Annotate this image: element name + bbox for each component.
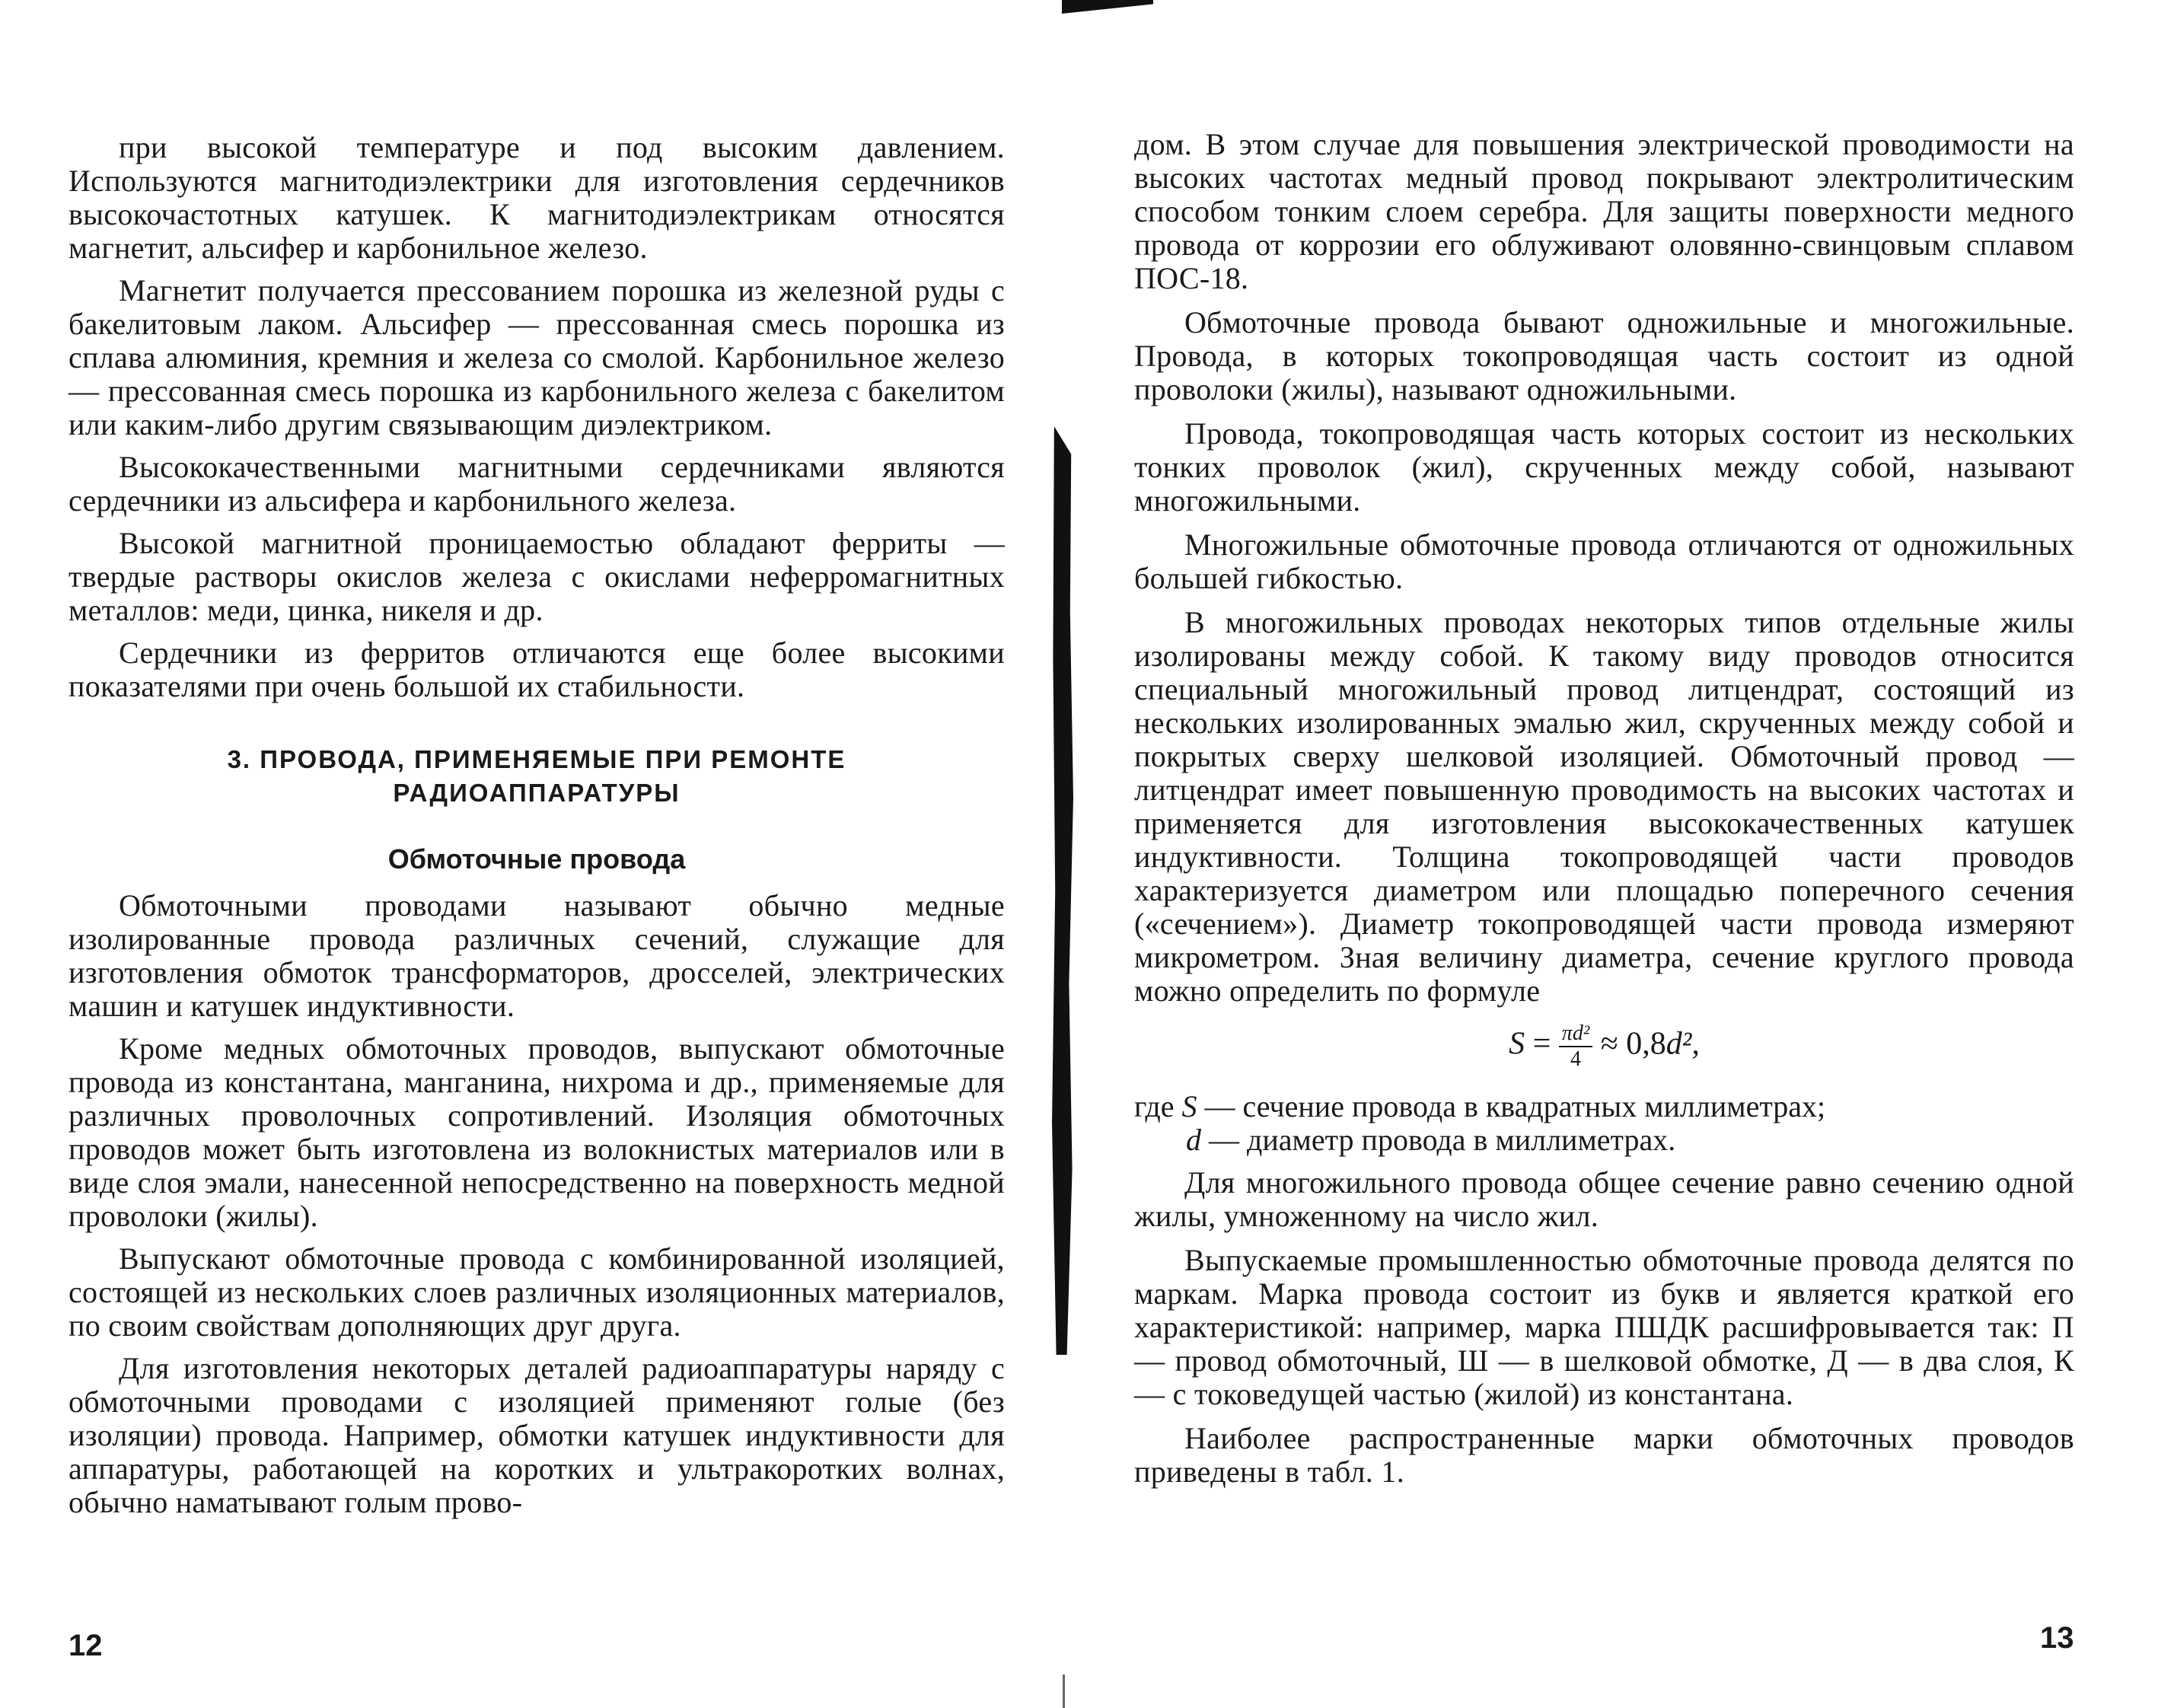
definition-text: — диаметр провода в миллиметрах. (1209, 1123, 1676, 1157)
left-paragraph: Высококачественными магнитными сердечниками являются сердечники из альсифера и карбонильного железа. (69, 450, 1005, 518)
definition-row (1134, 1123, 2074, 1157)
formula-denominator: 4 (1570, 1047, 1581, 1071)
right-paragraph: Обмоточные провода бывают одножильные и многожильные. Провода, в которых токопроводящая часть состоит из одной проволоки (жилы), называют одножильными. (1134, 305, 2074, 406)
right-paragraph: Провода, токопроводящая часть которых состоит из нескольких тонких проволок (жил), скрученных между собой, называют многожильными. (1134, 416, 2074, 518)
definition-text: — сечение провода в квадратных миллиметрах; (1204, 1089, 1826, 1123)
formula (1134, 1021, 2074, 1075)
right-paragraph: Для многожильного провода общее сечение равно сечению одной жилы, умноженному на число жил. (1134, 1165, 2074, 1233)
right-paragraph: дом. В этом случае для повышения электрической проводимости на высоких частотах медный провод покрывают электролитическим способом тонким слоем серебра. Для защиты поверхности медного провода от коррозии его облуживают оловянно-свинцовым сплавом ПОС-18. (1134, 127, 2074, 295)
left-paragraph: Магнетит получается прессованием порошка из железной руды с бакелитовым лаком. Альсифер — прессованная смесь порошка из сплава алюминия, кремния и железа со смолой. Карбонильное железо — прессованная смесь порошка из карбонильного железа с бакелитом или каким-либо другим связывающим диэлектриком. (69, 273, 1005, 441)
right-paragraph: Многожильные обмоточные провода отличаются от одножильных большей гибкостью. (1134, 527, 2074, 595)
page-number-left: 12 (69, 1629, 103, 1662)
formula-approx: ≈ (1600, 1026, 1618, 1062)
left-paragraph: Обмоточными проводами называют обычно медные изолированные провода различных сечений, служащие для изготовления обмоток трансформаторов, дросселей, электрических машин и катушек индуктивности. (69, 888, 1005, 1023)
left-paragraph: Для изготовления некоторых деталей радиоаппаратуры наряду с обмоточными проводами с изоляцией применяют голые (без изоляции) провода. Например, обмотки катушек индуктивности для аппаратуры, работающей на коротких и ультракоротких волнах, обычно наматывают голым прово- (69, 1351, 1005, 1519)
gutter-shadow (1052, 426, 1073, 1355)
definition-row (1134, 1090, 2074, 1123)
left-page (69, 131, 1005, 1528)
formula-fraction (1559, 1021, 1592, 1072)
section-title: Обмоточные провода (387, 843, 686, 875)
formula-equals: = (1532, 1026, 1551, 1062)
chapter-title-line: РАДИОАППАРАТУРЫ (393, 779, 681, 807)
left-paragraph: Высокой магнитной проницаемостью обладают ферриты — твердые растворы окислов железа с окислами неферромагнитных металлов: меди, цинка, никеля и др. (69, 526, 1005, 627)
right-paragraph: В многожильных проводах некоторых типов отдельные жилы изолированы между собой. К такому виду проводов относится специальный многожильный провод литцендрат, состоящий из нескольких изолированных эмалью жил, скрученных между собой и покрытых сверху шелковой изоляцией. Обмоточный провод — литцендрат имеет повышенную проводимость на высоких частотах и применяется для изготовления высококачественных катушек индуктивности. Толщина токопроводящей части проводов характеризуется диаметром или площадью поперечного сечения («сечением»). Диаметр токопроводящей части провода измеряют микрометром. Зная величину диаметра, сечение круглого провода можно определить по формуле (1134, 605, 2074, 1008)
formula-numerator: πd² (1559, 1021, 1592, 1047)
left-paragraph: Сердечники из ферритов отличаются еще более высокими показателями при очень большой их стабильности. (69, 636, 1005, 703)
chapter-title (69, 743, 1005, 810)
definition-prefix: где (1134, 1089, 1175, 1123)
definition-var: S (1181, 1089, 1197, 1123)
formula-rhs-number: 0,8 (1626, 1026, 1666, 1062)
formula-rhs-var: d², (1666, 1026, 1700, 1062)
gutter-crease (1063, 1675, 1065, 1708)
page-number-right: 13 (2040, 1621, 2074, 1655)
right-page (1134, 128, 2074, 1499)
left-paragraph: Выпускают обмоточные провода с комбинированной изоляцией, состоящей из нескольких слоев различных изоляционных материалов, по своим свойствам дополняющих друг друга. (69, 1241, 1005, 1343)
chapter-title-line: 3. ПРОВОДА, ПРИМЕНЯЕМЫЕ ПРИ РЕМОНТЕ (227, 745, 846, 773)
formula-definitions (1134, 1090, 2074, 1157)
right-paragraph: Выпускаемые промышленностью обмоточные провода делятся по маркам. Марка провода состоит из букв и является краткой его характеристикой: например, марка ПШДК расшифровывается так: П — провод обмоточный, Ш — в шелковой обмотке, Д — в два слоя, К — с токоведущей частью (жилой) из константана. (1134, 1243, 2074, 1411)
left-paragraph: Кроме медных обмоточных проводов, выпускают обмоточные провода из константана, манганина, нихрома и др., применяемые для различных проволочных сопротивлений. Изоляция обмоточных проводов может быть изготовлена из волокнистых материалов или в виде слоя эмали, нанесенной непосредственно на поверхность медной проволоки (жилы). (69, 1031, 1005, 1233)
right-paragraph: Наиболее распространенные марки обмоточных проводов приведены в табл. 1. (1134, 1421, 2074, 1489)
scan-artifact-top (1062, 0, 1153, 14)
left-paragraph: при высокой температуре и под высоким давлением. Используются магнитодиэлектрики для изготовления сердечников высокочастотных катушек. К магнитодиэлектрикам относятся магнетит, альсифер и карбонильное железо. (69, 130, 1005, 265)
definition-var: d (1186, 1123, 1201, 1157)
formula-lhs: S (1509, 1026, 1525, 1062)
